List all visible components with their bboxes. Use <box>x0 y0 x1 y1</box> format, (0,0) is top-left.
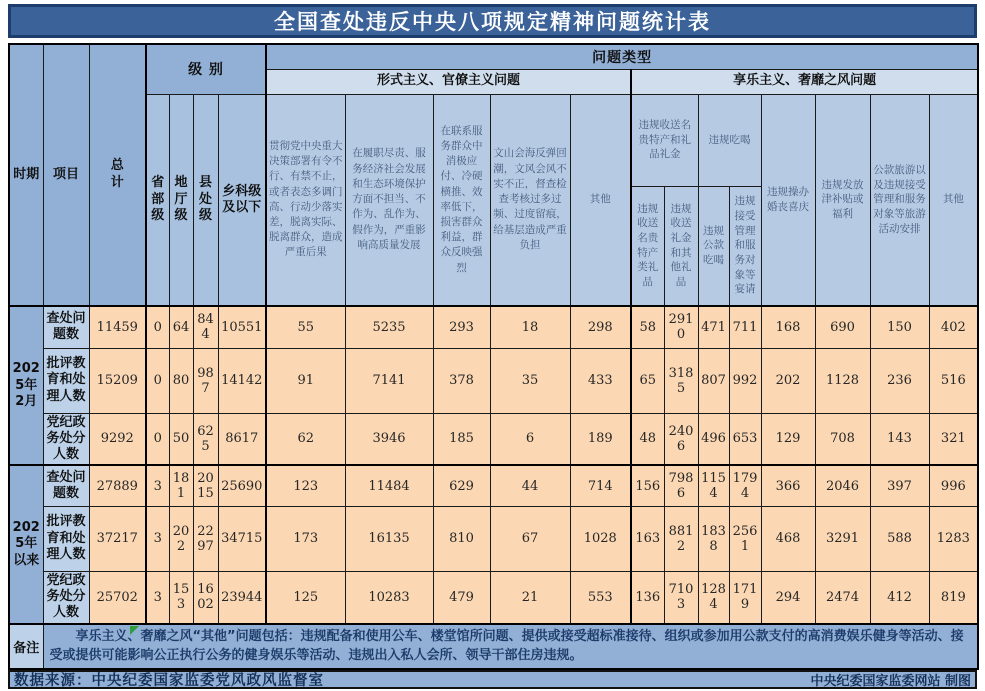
col-header-formalism-4: 文山会海反弹回潮，文风会风不实不正，督查检查考核过多过频、过度留痕，给基层造成严重负担 <box>490 94 570 306</box>
col-header-formalism-1: 贯彻党中央重大决策部署有令不行、有禁不止，或者表态多调门高、行动少落实差，脱离实际、脱离群众，造成严重后果 <box>266 94 345 306</box>
data-cell: 1154 <box>698 465 729 506</box>
data-cell: 21 <box>490 571 570 623</box>
row-label: 批评教育和处理人数 <box>43 348 89 413</box>
data-cell: 9292 <box>89 413 146 465</box>
data-cell: 3 <box>146 571 169 623</box>
data-cell: 27889 <box>89 465 146 506</box>
remark-row <box>9 624 978 669</box>
data-cell: 23944 <box>218 571 266 623</box>
remark-text: 享乐主义、奢靡之风“其他”问题包括：违规配备和使用公车、楼堂馆所问题、提供或接受超标准接待、组织或参加用公款支付的高消费娱乐健身等活动、接受或提供可能影响公正执行公务的健身娱乐等活动、违规出入私人会所、领导干部住房违规。 <box>49 628 964 663</box>
data-cell: 15209 <box>89 348 146 413</box>
data-cell: 810 <box>433 506 490 571</box>
col-header-item: 项目 <box>43 44 89 306</box>
data-cell: 1794 <box>729 465 761 506</box>
col-header-level-prefecture: 地厅级 <box>169 94 193 306</box>
data-cell: 25690 <box>218 465 266 506</box>
data-cell: 1283 <box>929 506 978 571</box>
footer-bar <box>8 670 977 689</box>
data-cell: 3185 <box>664 348 698 413</box>
data-cell: 711 <box>729 306 761 348</box>
data-cell: 50 <box>169 413 193 465</box>
data-cell: 8617 <box>218 413 266 465</box>
data-cell: 14142 <box>218 348 266 413</box>
data-cell: 18 <box>490 306 570 348</box>
data-cell: 16135 <box>345 506 433 571</box>
data-cell: 168 <box>761 306 815 348</box>
row-label: 查处问题数 <box>43 465 89 506</box>
data-cell: 433 <box>570 348 631 413</box>
data-cell: 321 <box>929 413 978 465</box>
data-cell: 516 <box>929 348 978 413</box>
data-cell: 402 <box>929 306 978 348</box>
col-header-problem-type: 问题类型 <box>266 44 978 69</box>
data-cell: 10551 <box>218 306 266 348</box>
data-cell: 378 <box>433 348 490 413</box>
corner-marker-icon <box>130 626 139 635</box>
data-cell: 1128 <box>815 348 870 413</box>
data-cell: 653 <box>729 413 761 465</box>
data-cell: 6 <box>490 413 570 465</box>
table-row <box>9 506 978 571</box>
col-header-travel: 公款旅游以及违规接受管理和服务对象等旅游活动安排 <box>870 94 929 306</box>
data-cell: 163 <box>631 506 664 571</box>
data-cell: 366 <box>761 465 815 506</box>
col-header-level-provincial: 省部级 <box>146 94 169 306</box>
data-cell: 0 <box>146 348 169 413</box>
data-cell: 3946 <box>345 413 433 465</box>
data-cell: 1838 <box>698 506 729 571</box>
data-cell: 0 <box>146 306 169 348</box>
table-title-bar <box>8 4 977 38</box>
data-cell: 496 <box>698 413 729 465</box>
table-row <box>9 348 978 413</box>
data-cell: 819 <box>929 571 978 623</box>
table-row <box>9 465 978 506</box>
data-cell: 714 <box>570 465 631 506</box>
data-cell: 553 <box>570 571 631 623</box>
data-cell: 150 <box>870 306 929 348</box>
data-cell: 468 <box>761 506 815 571</box>
col-header-dining-banquets: 违规接受管理和服务对象等宴请 <box>729 186 761 306</box>
data-cell: 625 <box>193 413 218 465</box>
row-label: 批评教育和处理人数 <box>43 506 89 571</box>
data-cell: 143 <box>870 413 929 465</box>
data-cell: 11459 <box>89 306 146 348</box>
data-cell: 294 <box>761 571 815 623</box>
data-cell: 62 <box>266 413 345 465</box>
table-row <box>9 413 978 465</box>
data-cell: 3 <box>146 465 169 506</box>
data-cell: 185 <box>433 413 490 465</box>
col-header-level-group: 级 别 <box>146 44 266 94</box>
data-cell: 58 <box>631 306 664 348</box>
data-cell: 7141 <box>345 348 433 413</box>
col-header-level-township: 乡科级及以下 <box>218 94 266 306</box>
data-cell: 2015 <box>193 465 218 506</box>
data-cell: 690 <box>815 306 870 348</box>
data-cell: 2561 <box>729 506 761 571</box>
col-header-dining-group: 违规吃喝 <box>698 94 761 186</box>
data-cell: 293 <box>433 306 490 348</box>
data-cell: 10283 <box>345 571 433 623</box>
row-header-period-ytd: 2025年以来 <box>9 465 43 623</box>
remark-label: 备注 <box>9 624 43 669</box>
row-label: 党纪政务处分人数 <box>43 413 89 465</box>
data-cell: 2046 <box>815 465 870 506</box>
data-cell: 992 <box>729 348 761 413</box>
col-header-total-label: 总计 <box>110 158 124 190</box>
data-cell: 1284 <box>698 571 729 623</box>
data-cell: 153 <box>169 571 193 623</box>
row-label: 查处问题数 <box>43 306 89 348</box>
data-cell: 7986 <box>664 465 698 506</box>
data-cell: 844 <box>193 306 218 348</box>
data-cell: 3291 <box>815 506 870 571</box>
data-cell: 807 <box>698 348 729 413</box>
col-header-weddings: 违规操办婚丧喜庆 <box>761 94 815 306</box>
data-cell: 37217 <box>89 506 146 571</box>
data-cell: 708 <box>815 413 870 465</box>
col-header-formalism-2: 在履职尽责、服务经济社会发展和生态环境保护方面不担当、不作为、乱作为、假作为，严重影响高质量发展 <box>345 94 433 306</box>
col-header-formalism-other: 其他 <box>570 94 631 306</box>
data-cell: 1028 <box>570 506 631 571</box>
data-cell: 298 <box>570 306 631 348</box>
col-header-total <box>89 44 146 306</box>
data-cell: 3 <box>146 506 169 571</box>
data-cell: 123 <box>266 465 345 506</box>
data-cell: 2910 <box>664 306 698 348</box>
data-cell: 1719 <box>729 571 761 623</box>
data-cell: 5235 <box>345 306 433 348</box>
data-cell: 11484 <box>345 465 433 506</box>
data-cell: 35 <box>490 348 570 413</box>
data-cell: 136 <box>631 571 664 623</box>
data-cell: 65 <box>631 348 664 413</box>
row-header-period-feb: 2025年2月 <box>9 306 43 465</box>
data-cell: 1602 <box>193 571 218 623</box>
col-header-gifts-specialty: 违规收送名贵特产类礼品 <box>631 186 664 306</box>
col-header-gifts-group: 违规收送名贵特产和礼品礼金 <box>631 94 698 186</box>
table-title: 全国查处违反中央八项规定精神问题统计表 <box>274 10 711 34</box>
data-cell: 67 <box>490 506 570 571</box>
data-cell: 236 <box>870 348 929 413</box>
statistics-table <box>8 43 979 670</box>
data-cell: 629 <box>433 465 490 506</box>
data-cell: 64 <box>169 306 193 348</box>
data-source-text: 数据来源：中央纪委国家监委党风政风监督室 <box>14 672 324 689</box>
data-cell: 996 <box>929 465 978 506</box>
col-header-hedonism-group: 享乐主义、奢靡之风问题 <box>631 69 978 94</box>
col-header-allowances: 违规发放津补贴或福利 <box>815 94 870 306</box>
data-cell: 189 <box>570 413 631 465</box>
data-cell: 173 <box>266 506 345 571</box>
data-cell: 48 <box>631 413 664 465</box>
data-cell: 2406 <box>664 413 698 465</box>
data-cell: 471 <box>698 306 729 348</box>
col-header-period: 时期 <box>9 44 43 306</box>
data-cell: 397 <box>870 465 929 506</box>
data-cell: 44 <box>490 465 570 506</box>
data-cell: 7103 <box>664 571 698 623</box>
col-header-level-county: 县处级 <box>193 94 218 306</box>
col-header-gifts-cash: 违规收送礼金和其他礼品 <box>664 186 698 306</box>
data-cell: 91 <box>266 348 345 413</box>
data-cell: 34715 <box>218 506 266 571</box>
data-cell: 55 <box>266 306 345 348</box>
col-header-formalism-3: 在联系服务群众中消极应付、冷硬横推、效率低下，损害群众利益，群众反映强烈 <box>433 94 490 306</box>
table-row <box>9 306 978 348</box>
data-cell: 479 <box>433 571 490 623</box>
data-cell: 202 <box>169 506 193 571</box>
data-cell: 2297 <box>193 506 218 571</box>
data-cell: 987 <box>193 348 218 413</box>
data-cell: 25702 <box>89 571 146 623</box>
data-cell: 125 <box>266 571 345 623</box>
data-cell: 0 <box>146 413 169 465</box>
remark-text-cell <box>43 624 978 669</box>
table-row <box>9 571 978 623</box>
credit-text: 中央纪委国家监委网站 制图 <box>810 673 971 689</box>
data-cell: 156 <box>631 465 664 506</box>
col-header-formalism-group: 形式主义、官僚主义问题 <box>266 69 631 94</box>
data-cell: 80 <box>169 348 193 413</box>
row-label: 党纪政务处分人数 <box>43 571 89 623</box>
data-cell: 2474 <box>815 571 870 623</box>
data-cell: 8812 <box>664 506 698 571</box>
col-header-dining-public-funds: 违规公款吃喝 <box>698 186 729 306</box>
col-header-hedonism-other: 其他 <box>929 94 978 306</box>
data-cell: 202 <box>761 348 815 413</box>
data-cell: 412 <box>870 571 929 623</box>
data-cell: 181 <box>169 465 193 506</box>
data-cell: 129 <box>761 413 815 465</box>
data-cell: 588 <box>870 506 929 571</box>
